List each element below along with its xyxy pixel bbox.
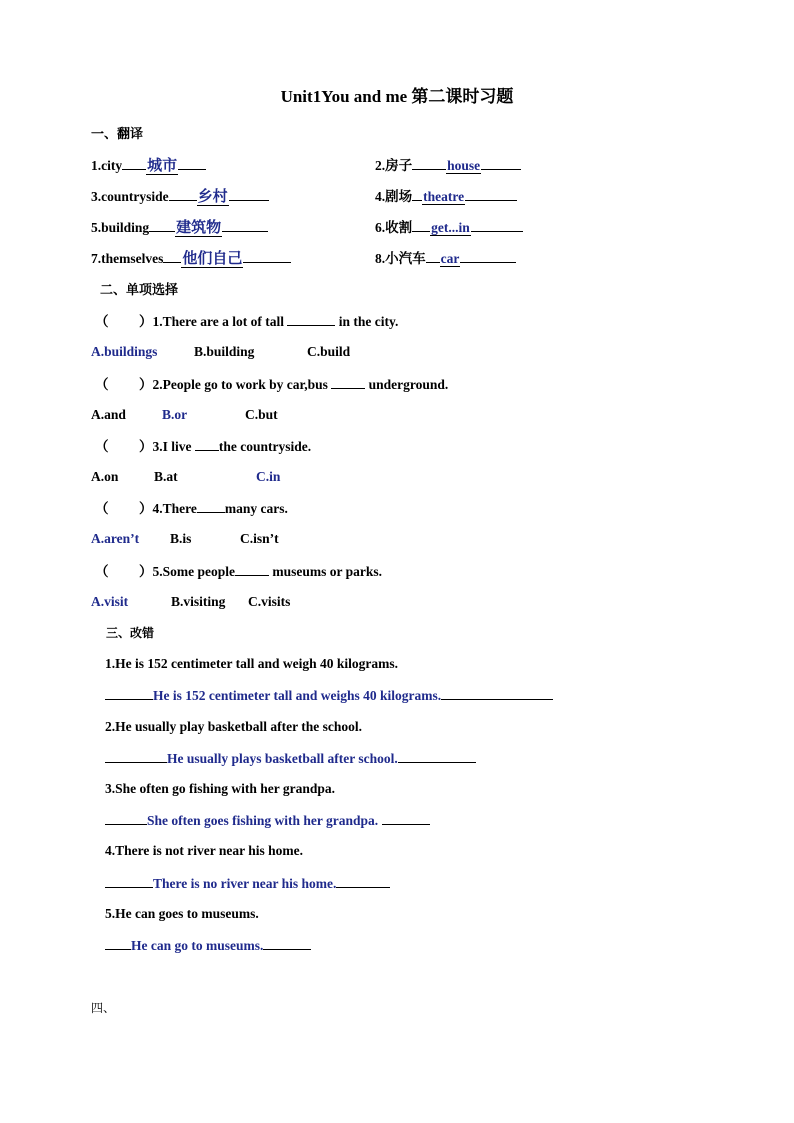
item-question: 3.countryside: [91, 189, 169, 204]
translation-item-4: [375, 187, 517, 206]
correction-question-3: 3.She often go fishing with her grandpa.: [105, 781, 336, 796]
translation-item-7: [91, 249, 291, 268]
item-answer: house: [447, 158, 481, 173]
section2-heading: 二、单项选择: [100, 282, 179, 297]
option-c: C.in: [256, 469, 281, 484]
question-stem: ）5.Some people: [139, 564, 235, 579]
item-question: 5.building: [91, 220, 150, 235]
translation-item-5: [91, 218, 268, 237]
answer-paren: （: [95, 439, 109, 454]
item-answer: 建筑物: [176, 220, 222, 236]
item-question: 7.themselves: [91, 251, 164, 266]
item-answer: car: [440, 251, 460, 266]
translation-item-3: [91, 187, 269, 206]
answer-paren: （: [95, 377, 109, 392]
translation-item-6: [375, 218, 523, 237]
question-stem-end: many cars.: [224, 501, 288, 516]
item-answer: 城市: [147, 158, 178, 174]
item-question: 4.剧场: [375, 189, 413, 204]
option-a: A.on: [91, 469, 119, 484]
option-c: C.isn’t: [240, 531, 279, 546]
item-question: 6.收割: [375, 220, 413, 235]
option-b: B.or: [162, 407, 188, 422]
mc-question-1: [95, 312, 398, 331]
correction-answer-5: He can go to museums.: [105, 936, 311, 955]
item-question: 8.小汽车: [375, 251, 426, 266]
translation-item-2: [375, 156, 521, 175]
question-stem-end: the countryside.: [218, 439, 312, 454]
section3-heading: 三、改错: [106, 626, 155, 640]
mc-question-2: [95, 375, 448, 394]
page-title: Unit1You and me 第二课时习题: [280, 87, 514, 106]
option-a: A.aren’t: [91, 531, 140, 546]
item-question: 2.房子: [375, 158, 413, 173]
option-c: C.but: [245, 407, 278, 422]
correction-question-1: 1.He is 152 centimeter tall and weigh 40 kilograms.: [105, 656, 398, 671]
correction-answer-1: He is 152 centimeter tall and weighs 40 kilograms.: [105, 686, 553, 705]
option-a: A.and: [91, 407, 126, 422]
correction-answer-3: She often goes fishing with her grandpa.: [105, 811, 430, 830]
option-a: A.buildings: [91, 344, 158, 359]
section4-heading: 四、: [91, 1001, 116, 1015]
answer-paren: （: [95, 501, 109, 516]
option-b: B.building: [194, 344, 255, 359]
option-a: A.visit: [91, 594, 129, 609]
option-b: B.visiting: [171, 594, 226, 609]
correction-question-4: 4.There is not river near his home.: [105, 843, 303, 858]
correction-question-2: 2.He usually play basketball after the school.: [105, 719, 363, 734]
answer-paren: （: [95, 564, 109, 579]
answer-paren: （: [95, 314, 109, 329]
item-answer: 乡村: [197, 189, 228, 205]
option-b: B.is: [170, 531, 192, 546]
mc-question-4: [95, 499, 288, 518]
correction-answer-4: There is no river near his home.: [105, 874, 390, 893]
question-stem-end: underground.: [368, 377, 449, 392]
correction-answer-2: He usually plays basketball after school.: [105, 749, 476, 768]
question-stem-end: museums or parks.: [272, 564, 383, 579]
mc-question-5: [95, 562, 382, 581]
item-answer: get...in: [431, 220, 470, 235]
correction-question-5: 5.He can goes to museums.: [105, 906, 259, 921]
option-c: C.visits: [248, 594, 291, 609]
question-stem: ）2.People go to work by car,bus: [139, 377, 328, 392]
question-stem-end: in the city.: [338, 314, 399, 329]
question-stem: ）3.I live: [139, 439, 192, 454]
question-stem: ）1.There are a lot of tall: [139, 314, 284, 329]
item-answer: 他们自己: [182, 251, 243, 267]
item-question: 1.city: [91, 158, 123, 173]
translation-item-1: [91, 156, 206, 175]
mc-question-3: [95, 437, 311, 456]
translation-item-8: [375, 249, 516, 268]
question-stem: ）4.There: [139, 501, 197, 516]
item-answer: theatre: [423, 189, 465, 204]
option-b: B.at: [154, 469, 178, 484]
section1-heading: 一、翻译: [91, 126, 144, 141]
option-c: C.build: [307, 344, 351, 359]
